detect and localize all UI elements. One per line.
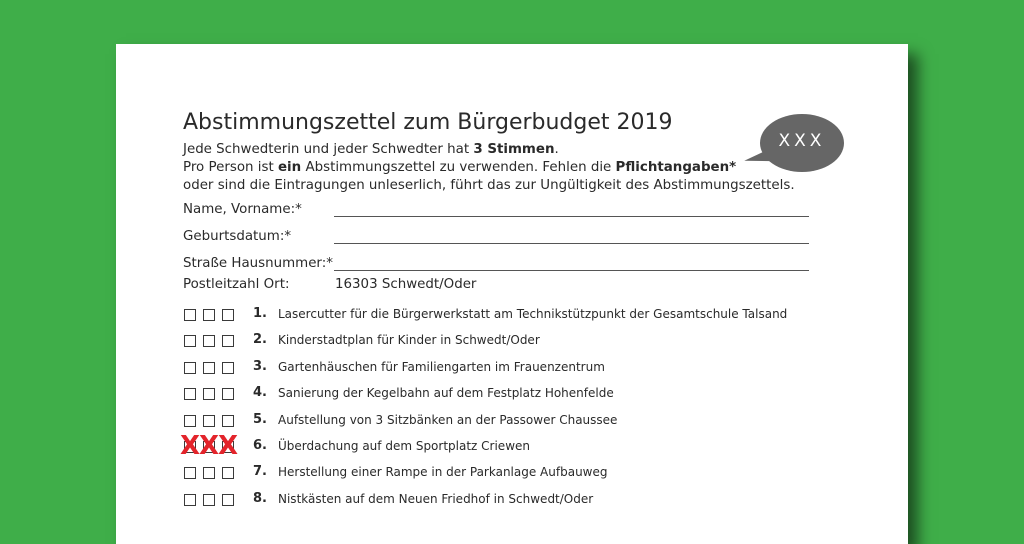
vote-checkbox[interactable] (184, 309, 196, 321)
instruction-line-3: oder sind die Eintragungen unleserlich, führt das zur Ungültigkeit des Abstimmungszettels. (183, 178, 795, 193)
ballot-instructions (183, 141, 795, 195)
instruction-text: Pro Person ist (183, 160, 278, 175)
vote-checkbox[interactable] (203, 309, 215, 321)
vote-checkbox[interactable] (222, 388, 234, 400)
project-item (184, 332, 884, 352)
vote-checkbox[interactable] (203, 494, 215, 506)
project-item (184, 385, 884, 405)
birthdate-field-label: Geburtsdatum:* (183, 229, 292, 244)
vote-checkbox[interactable] (222, 362, 234, 374)
vote-cross-mark: X (218, 431, 239, 461)
vote-checkbox[interactable] (203, 388, 215, 400)
instruction-text: . (554, 142, 559, 157)
vote-checkbox[interactable] (203, 467, 215, 479)
vote-checkbox[interactable] (222, 467, 234, 479)
instruction-bold-one: ein (277, 160, 302, 175)
project-item (184, 359, 884, 379)
project-item (184, 306, 884, 326)
vote-checkbox[interactable] (222, 415, 234, 427)
vote-checkbox[interactable] (222, 309, 234, 321)
project-number: 1. (253, 306, 267, 321)
instruction-text: Jede Schwedterin und jeder Schwedter hat (183, 142, 474, 157)
project-number: 6. (253, 438, 267, 453)
instruction-line-1 (183, 141, 795, 159)
vote-checkbox[interactable] (184, 494, 196, 506)
project-number: 4. (253, 385, 267, 401)
ballot-paper (116, 44, 908, 544)
project-number: 3. (253, 358, 267, 374)
vote-checkbox[interactable] (222, 494, 234, 506)
instruction-line-2 (183, 159, 795, 177)
street-field-line[interactable] (334, 270, 809, 271)
vote-cross-mark: X (199, 431, 220, 461)
vote-checkbox[interactable] (222, 335, 234, 347)
project-title: Überdachung auf dem Sportplatz Criewen (278, 439, 530, 453)
project-number: 7. (253, 464, 267, 480)
vote-checkbox[interactable] (184, 335, 196, 347)
postcode-field-value: 16303 Schwedt/Oder (335, 277, 477, 292)
project-title: Kinderstadtplan für Kinder in Schwedt/Oder (278, 333, 540, 348)
project-title: Gartenhäuschen für Familiengarten im Frauenzentrum (278, 359, 605, 374)
instruction-text: Abstimmungszettel zu verwenden. Fehlen die (301, 160, 616, 175)
vote-checkbox[interactable] (203, 362, 215, 374)
birthdate-field-line[interactable] (334, 243, 809, 244)
project-title: Sanierung der Kegelbahn auf dem Festplatz Hohenfelde (278, 386, 614, 401)
postcode-field-label: Postleitzahl Ort: (183, 277, 290, 292)
vote-checkbox[interactable] (184, 388, 196, 400)
project-item (184, 412, 884, 432)
vote-checkbox[interactable] (184, 362, 196, 374)
project-item (184, 491, 884, 511)
project-title: Herstellung einer Rampe in der Parkanlage Aufbauweg (278, 465, 608, 480)
project-title: Aufstellung von 3 Sitzbänken an der Passower Chaussee (278, 412, 618, 427)
vote-checkbox[interactable] (184, 415, 196, 427)
project-number: 5. (253, 411, 267, 427)
instruction-bold-required: Pflichtangaben* (615, 160, 737, 175)
name-field-line[interactable] (334, 216, 809, 217)
street-field-label: Straße Hausnummer:* (183, 256, 333, 271)
vote-checkbox[interactable] (184, 467, 196, 479)
project-title: Nistkästen auf dem Neuen Friedhof in Schwedt/Oder (278, 491, 594, 506)
name-field-label: Name, Vorname:* (183, 202, 302, 217)
vote-checkbox[interactable] (203, 415, 215, 427)
instruction-bold-votes: 3 Stimmen (473, 142, 555, 157)
project-item (180, 431, 884, 461)
project-number: 8. (253, 490, 267, 506)
project-number: 2. (253, 332, 267, 348)
project-title: Lasercutter für die Bürgerwerkstatt am Technikstützpunkt der Gesamtschule Talsand (278, 307, 788, 321)
ballot-title: Abstimmungszettel zum Bürgerbudget 2019 (183, 110, 673, 135)
project-item (184, 464, 884, 484)
vote-cross-mark: X (180, 431, 201, 461)
speech-bubble-text: XXX (778, 131, 826, 151)
vote-checkbox[interactable] (203, 335, 215, 347)
